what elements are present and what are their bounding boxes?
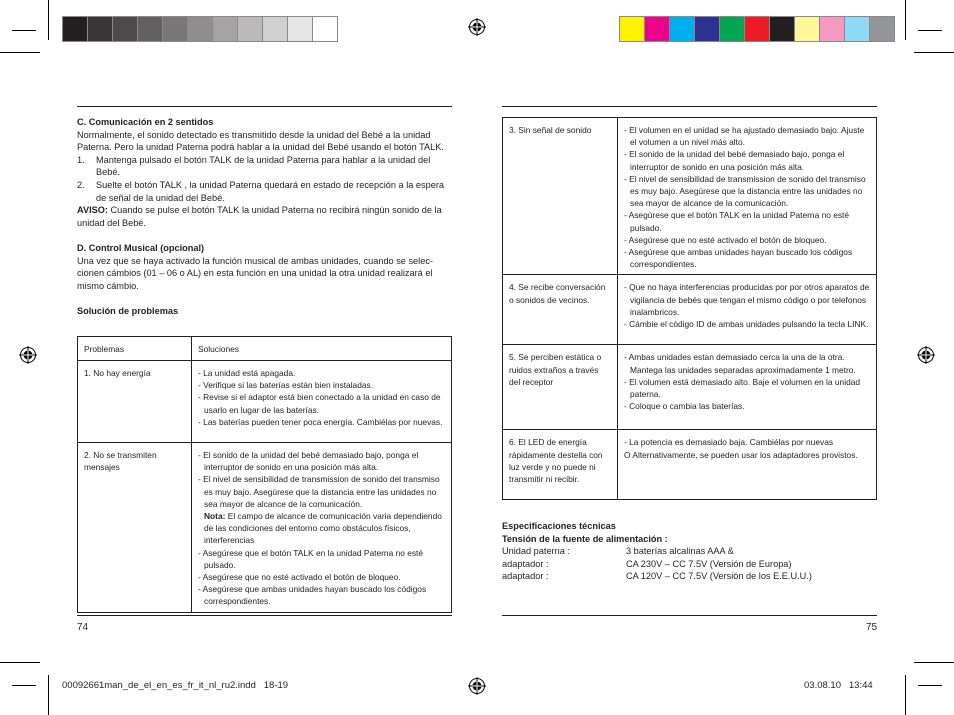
- crop-mark: [905, 0, 906, 40]
- problem-cell: 6. El LED de energía rápidamente destella con luz verde y no puede ni transmitir ni recibir.: [503, 430, 618, 500]
- list-item: 1. Mantenga pulsado el botón TALK de la unidad Paterna para hablar a la unidad del Bebé.: [77, 154, 431, 178]
- table-row: [503, 430, 877, 500]
- color-swatch: [263, 17, 288, 41]
- solution-cell: - El sonido de la unidad del bebé demasiado bajo, ponga el interruptor de sonido en una posición más alta. - El nivel de sensibilidad de transmission de sonido del transmiso es muy bajo. Asegúrese que la distancia entre las unidades no sea mayor de alcance de la comunicación. Nota: El campo de alcance de comunicación varia dependiendo de las condiciones del entorno como obstáculos físicos, interferencias - Asegúrese que el botón TALK en la unidad Paterna no esté pulsado. - Asegúrese que no esté activado el botón de bloqueo. - Asegúrese que ambas unidades hayan buscado los códigos correspondientes.: [192, 443, 452, 613]
- table-row: [503, 275, 877, 345]
- specifications: [502, 520, 877, 583]
- crop-mark: [905, 675, 906, 715]
- aviso-note: AVISO: Cuando se pulse el botón TALK la unidad Paterna no recibirá ningún sonido de la unidad del Bebé.: [77, 205, 442, 228]
- registration-mark-icon: [468, 18, 486, 36]
- crop-mark: [914, 662, 954, 663]
- problem-cell: 5. Se perciben estática o ruidos extraños a través del receptor: [503, 345, 618, 430]
- bottom-rule: [502, 615, 877, 616]
- color-swatch: [845, 17, 870, 41]
- spec-row: Unidad paterna : 3 baterías alcalinas AAA &: [502, 546, 734, 557]
- list-item: 2. Suelte el botón TALK , la unidad Paterna quedará en estado de recepción a la espera de señal de la unidad del Bebé.: [77, 179, 445, 203]
- solution-cell: - Ambas unidades estan demasiado cerca la una de la otra. Mantega las unidades separadas aproximadamente 1 metro. - El volumen está demasiado alto. Baje el volumen en la unidad paterna. - Coloque o cambia las baterías.: [618, 345, 877, 430]
- color-swatch: [745, 17, 770, 41]
- crop-mark: [914, 52, 954, 53]
- nota-note: Nota: El campo de alcance de comunicación varia dependiendo de las condiciones del entorno como obstáculos físicos, interferencias: [204, 511, 442, 546]
- page-number: 75: [866, 622, 878, 633]
- specs-subtitle: Tensión de la fuente de alimentación :: [502, 533, 668, 544]
- section-c-intro: Normalmente, el sonido detectado es transmitido desde la unidad del Bebé a la unidad Paterna. Pero la unidad Paterna podrá hablar a la unidad del Bebé usando el botón TALK.: [77, 129, 444, 153]
- problem-cell: 1. No hay energía: [78, 361, 192, 443]
- spec-row: adaptador : CA 230V – CC 7.5V (Versión de Europa): [502, 558, 792, 569]
- troubleshooting-title: Solución de problemas: [77, 305, 179, 316]
- color-swatch: [213, 17, 238, 41]
- specs-title: Especificaciones técnicas: [502, 521, 616, 531]
- registration-mark-icon: [19, 346, 37, 364]
- solution-cell: - La potencia es demasiado baja. Cambiélas por nuevas O Alternativamente, se pueden usar los adaptadores provistos.: [618, 430, 877, 500]
- table-row: [78, 443, 452, 613]
- color-swatch: [720, 17, 745, 41]
- color-swatch: [645, 17, 670, 41]
- troubleshooting-table: [77, 336, 452, 613]
- table-row: [503, 118, 877, 275]
- registration-mark-icon: [468, 677, 486, 695]
- crop-mark: [12, 30, 36, 31]
- color-swatch: [670, 17, 695, 41]
- column-header: Problemas: [78, 337, 192, 361]
- table-row: [503, 345, 877, 430]
- problem-cell: 4. Se recibe conversación o sonidos de vecinos.: [503, 275, 618, 345]
- color-swatch: [113, 17, 138, 41]
- color-swatch: [795, 17, 820, 41]
- top-rule: [77, 106, 452, 107]
- slug-date: 03.08.10 13:44: [804, 680, 873, 691]
- color-swatch: [163, 17, 188, 41]
- color-swatch: [288, 17, 313, 41]
- color-swatch: [238, 17, 263, 41]
- problem-cell: 2. No se transmiten mensajes: [78, 443, 192, 613]
- crop-mark: [0, 52, 40, 53]
- color-swatch: [870, 17, 894, 41]
- color-swatch: [188, 17, 213, 41]
- grayscale-bar: [62, 16, 338, 42]
- section-c-title: C. Comunicación en 2 sentidos: [77, 117, 214, 127]
- column-header: Soluciones: [192, 337, 452, 361]
- color-bar: [619, 16, 895, 42]
- crop-mark: [918, 685, 942, 686]
- solution-cell: - La unidad está apagada. - Verifique si las baterías están bien instaladas. - Revise si el adaptor está bien conectado a la unidad en caso de usarlo en lugar de las baterías. - Las baterías pueden tener poca energía. Cambiélas por nuevas.: [192, 361, 452, 443]
- troubleshooting-table-continued: [502, 117, 877, 500]
- color-swatch: [138, 17, 163, 41]
- crop-mark: [12, 685, 36, 686]
- color-swatch: [695, 17, 720, 41]
- solution-cell: - Que no haya interferencias producidas por por otros aparatos de vigilancia de bebés que tengan el mismo código o por telefonos inalambricos. - Cámbie el código ID de ambas unidades pulsando la tecla LINK.: [618, 275, 877, 345]
- crop-mark: [918, 30, 942, 31]
- section-d-text: Una vez que se haya activado la función musical de ambas unidades, cuando se selec- cionen cámbios (01 – 06 o AL) en esta función en una unidad la otra unidad realizará el mismo cámbio.: [77, 255, 433, 291]
- color-swatch: [620, 17, 645, 41]
- section-d-title: D. Control Musical (opcional): [77, 242, 205, 253]
- color-swatch: [88, 17, 113, 41]
- bottom-rule: [77, 615, 452, 616]
- registration-mark-icon: [917, 346, 935, 364]
- page-number: 74: [77, 622, 89, 633]
- crop-mark: [48, 0, 49, 40]
- left-page-content: [77, 116, 449, 318]
- table-row: [78, 361, 452, 443]
- solution-cell: - El volumen en el unidad se ha ajustado demasiado bajo. Ajuste el volumen a un nivel más alto. - El sonido de la unidad del bebé demasiado bajo, ponga el interruptor de sonido en una posición más alta. - El nivel de sensibilidad de transmission de sonido del transmiso es muy bajo. Asegúrese que la distancia entre las unidades no sea mayor de alcance de la comunicación. - Asegúrese que el botón TALK en la unidad Paterna no esté pulsado. - Asegúrese que no esté activado el botón de bloqueo. - Asegúrese que ambas unidades hayan buscado los códigos correspondientes.: [618, 118, 877, 275]
- crop-mark: [48, 675, 49, 715]
- color-swatch: [820, 17, 845, 41]
- color-swatch: [313, 17, 337, 41]
- spec-row: adaptador : CA 120V – CC 7.5V (Versión de los E.E.U.U.): [502, 571, 812, 582]
- color-swatch: [63, 17, 88, 41]
- problem-cell: 3. Sin señal de sonido: [503, 118, 618, 275]
- top-rule: [502, 106, 877, 107]
- slug-filename: 00092661man_de_el_en_es_fr_it_nl_ru2.indd 18-19: [62, 680, 289, 691]
- color-swatch: [770, 17, 795, 41]
- table-header-row: [78, 337, 452, 361]
- crop-mark: [0, 662, 40, 663]
